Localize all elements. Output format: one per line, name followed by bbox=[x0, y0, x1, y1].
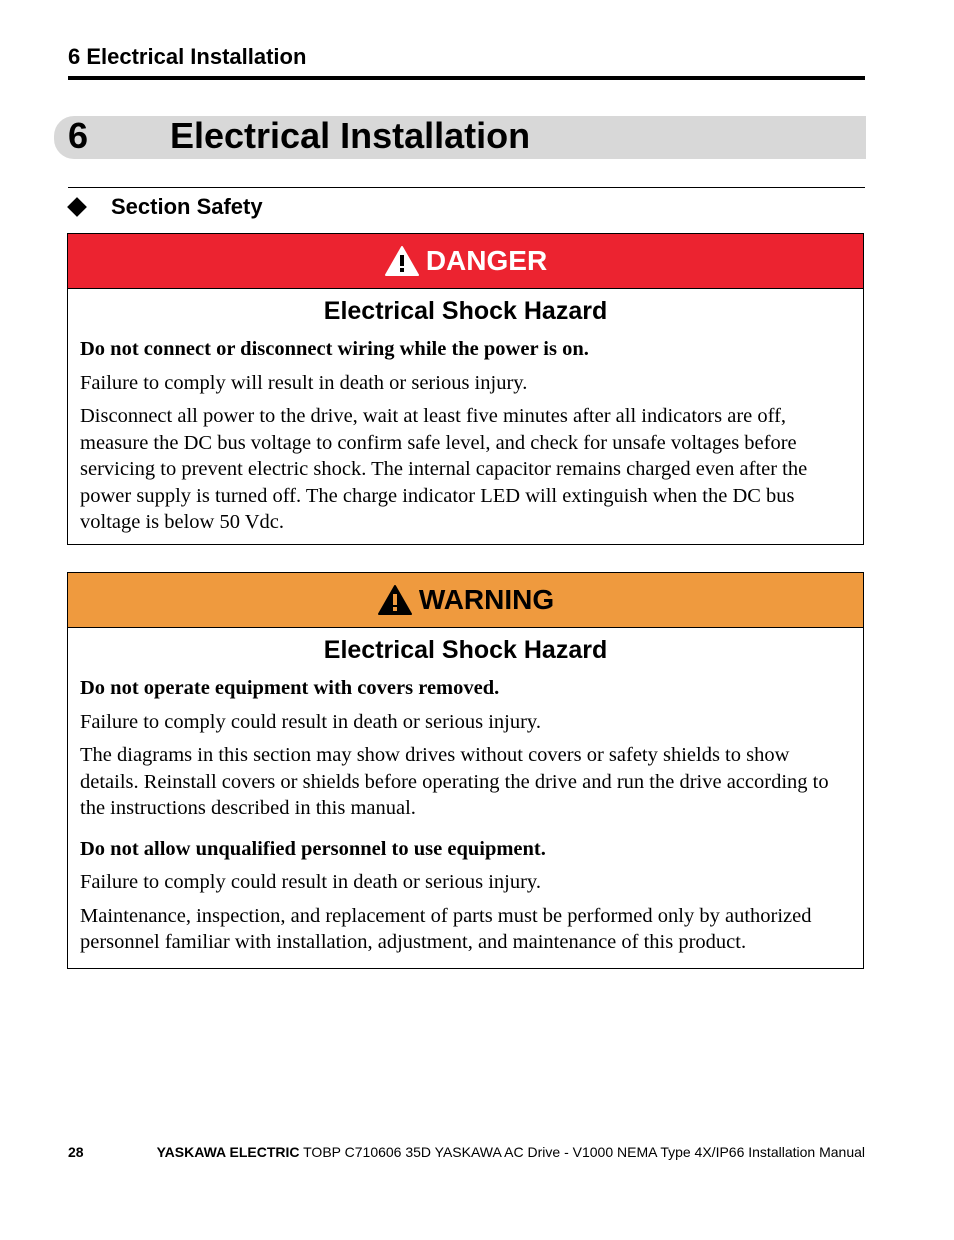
footer-doc-title bbox=[157, 1144, 865, 1160]
warning-body bbox=[68, 636, 863, 956]
danger-box bbox=[67, 233, 864, 545]
warning-header bbox=[68, 573, 863, 628]
diamond-bullet-icon bbox=[67, 197, 87, 217]
detail-text: The diagrams in this section may show drives without covers or safety shields to show details. Reinstall covers or shields before operating the drive and run the drive according to the instructions described in this manual. bbox=[80, 744, 829, 819]
detail-text: Disconnect all power to the drive, wait at least five minutes after all indicators are off, measure the DC bus voltage to confirm safe level, and check for unsafe voltages before servicing to prevent electric shock. The internal capacitor remains charged even after the power supply is turned off. The charge indicator LED will extinguish when the DC bus voltage is below 50 Vdc. bbox=[80, 405, 808, 533]
instruction-text: Do not connect or disconnect wiring while the power is on. bbox=[80, 338, 589, 360]
warning-triangle-icon bbox=[384, 245, 420, 277]
consequence-text: Failure to comply will result in death or serious injury. bbox=[80, 371, 528, 394]
warning-box bbox=[67, 572, 864, 969]
section-heading bbox=[68, 194, 263, 220]
running-head: 6 Electrical Installation bbox=[68, 44, 307, 69]
page-number: 28 bbox=[68, 1144, 84, 1160]
hazard-title: Electrical Shock Hazard bbox=[323, 636, 608, 664]
section-title: Section Safety bbox=[111, 194, 263, 219]
danger-header bbox=[68, 234, 863, 289]
warning-signal-word: WARNING bbox=[418, 584, 555, 615]
chapter-title: Electrical Installation bbox=[170, 115, 531, 156]
hazard-title: Electrical Shock Hazard bbox=[323, 297, 608, 325]
instruction-text: Do not allow unqualified personnel to use equipment. bbox=[80, 837, 546, 860]
header-rule bbox=[68, 76, 865, 80]
instruction-text: Do not operate equipment with covers removed. bbox=[80, 677, 500, 699]
danger-signal-word: DANGER bbox=[425, 245, 548, 276]
detail-text: Maintenance, inspection, and replacement of parts must be performed only by authorized personnel familiar with installation, adjustment, and maintenance of this product. bbox=[80, 904, 812, 953]
footer-brand: YASKAWA ELECTRIC bbox=[156, 1144, 300, 1160]
chapter-number: 6 bbox=[68, 115, 89, 156]
consequence-text: Failure to comply could result in death or serious injury. bbox=[80, 871, 541, 893]
footer-title: TOBP C710606 35D YASKAWA AC Drive - V1000 NEMA Type 4X/IP66 Installation Manual bbox=[299, 1144, 865, 1160]
section-rule bbox=[68, 187, 865, 188]
consequence-text: Failure to comply could result in death or serious injury. bbox=[80, 710, 541, 733]
danger-body bbox=[68, 297, 863, 536]
warning-triangle-icon bbox=[377, 584, 413, 616]
